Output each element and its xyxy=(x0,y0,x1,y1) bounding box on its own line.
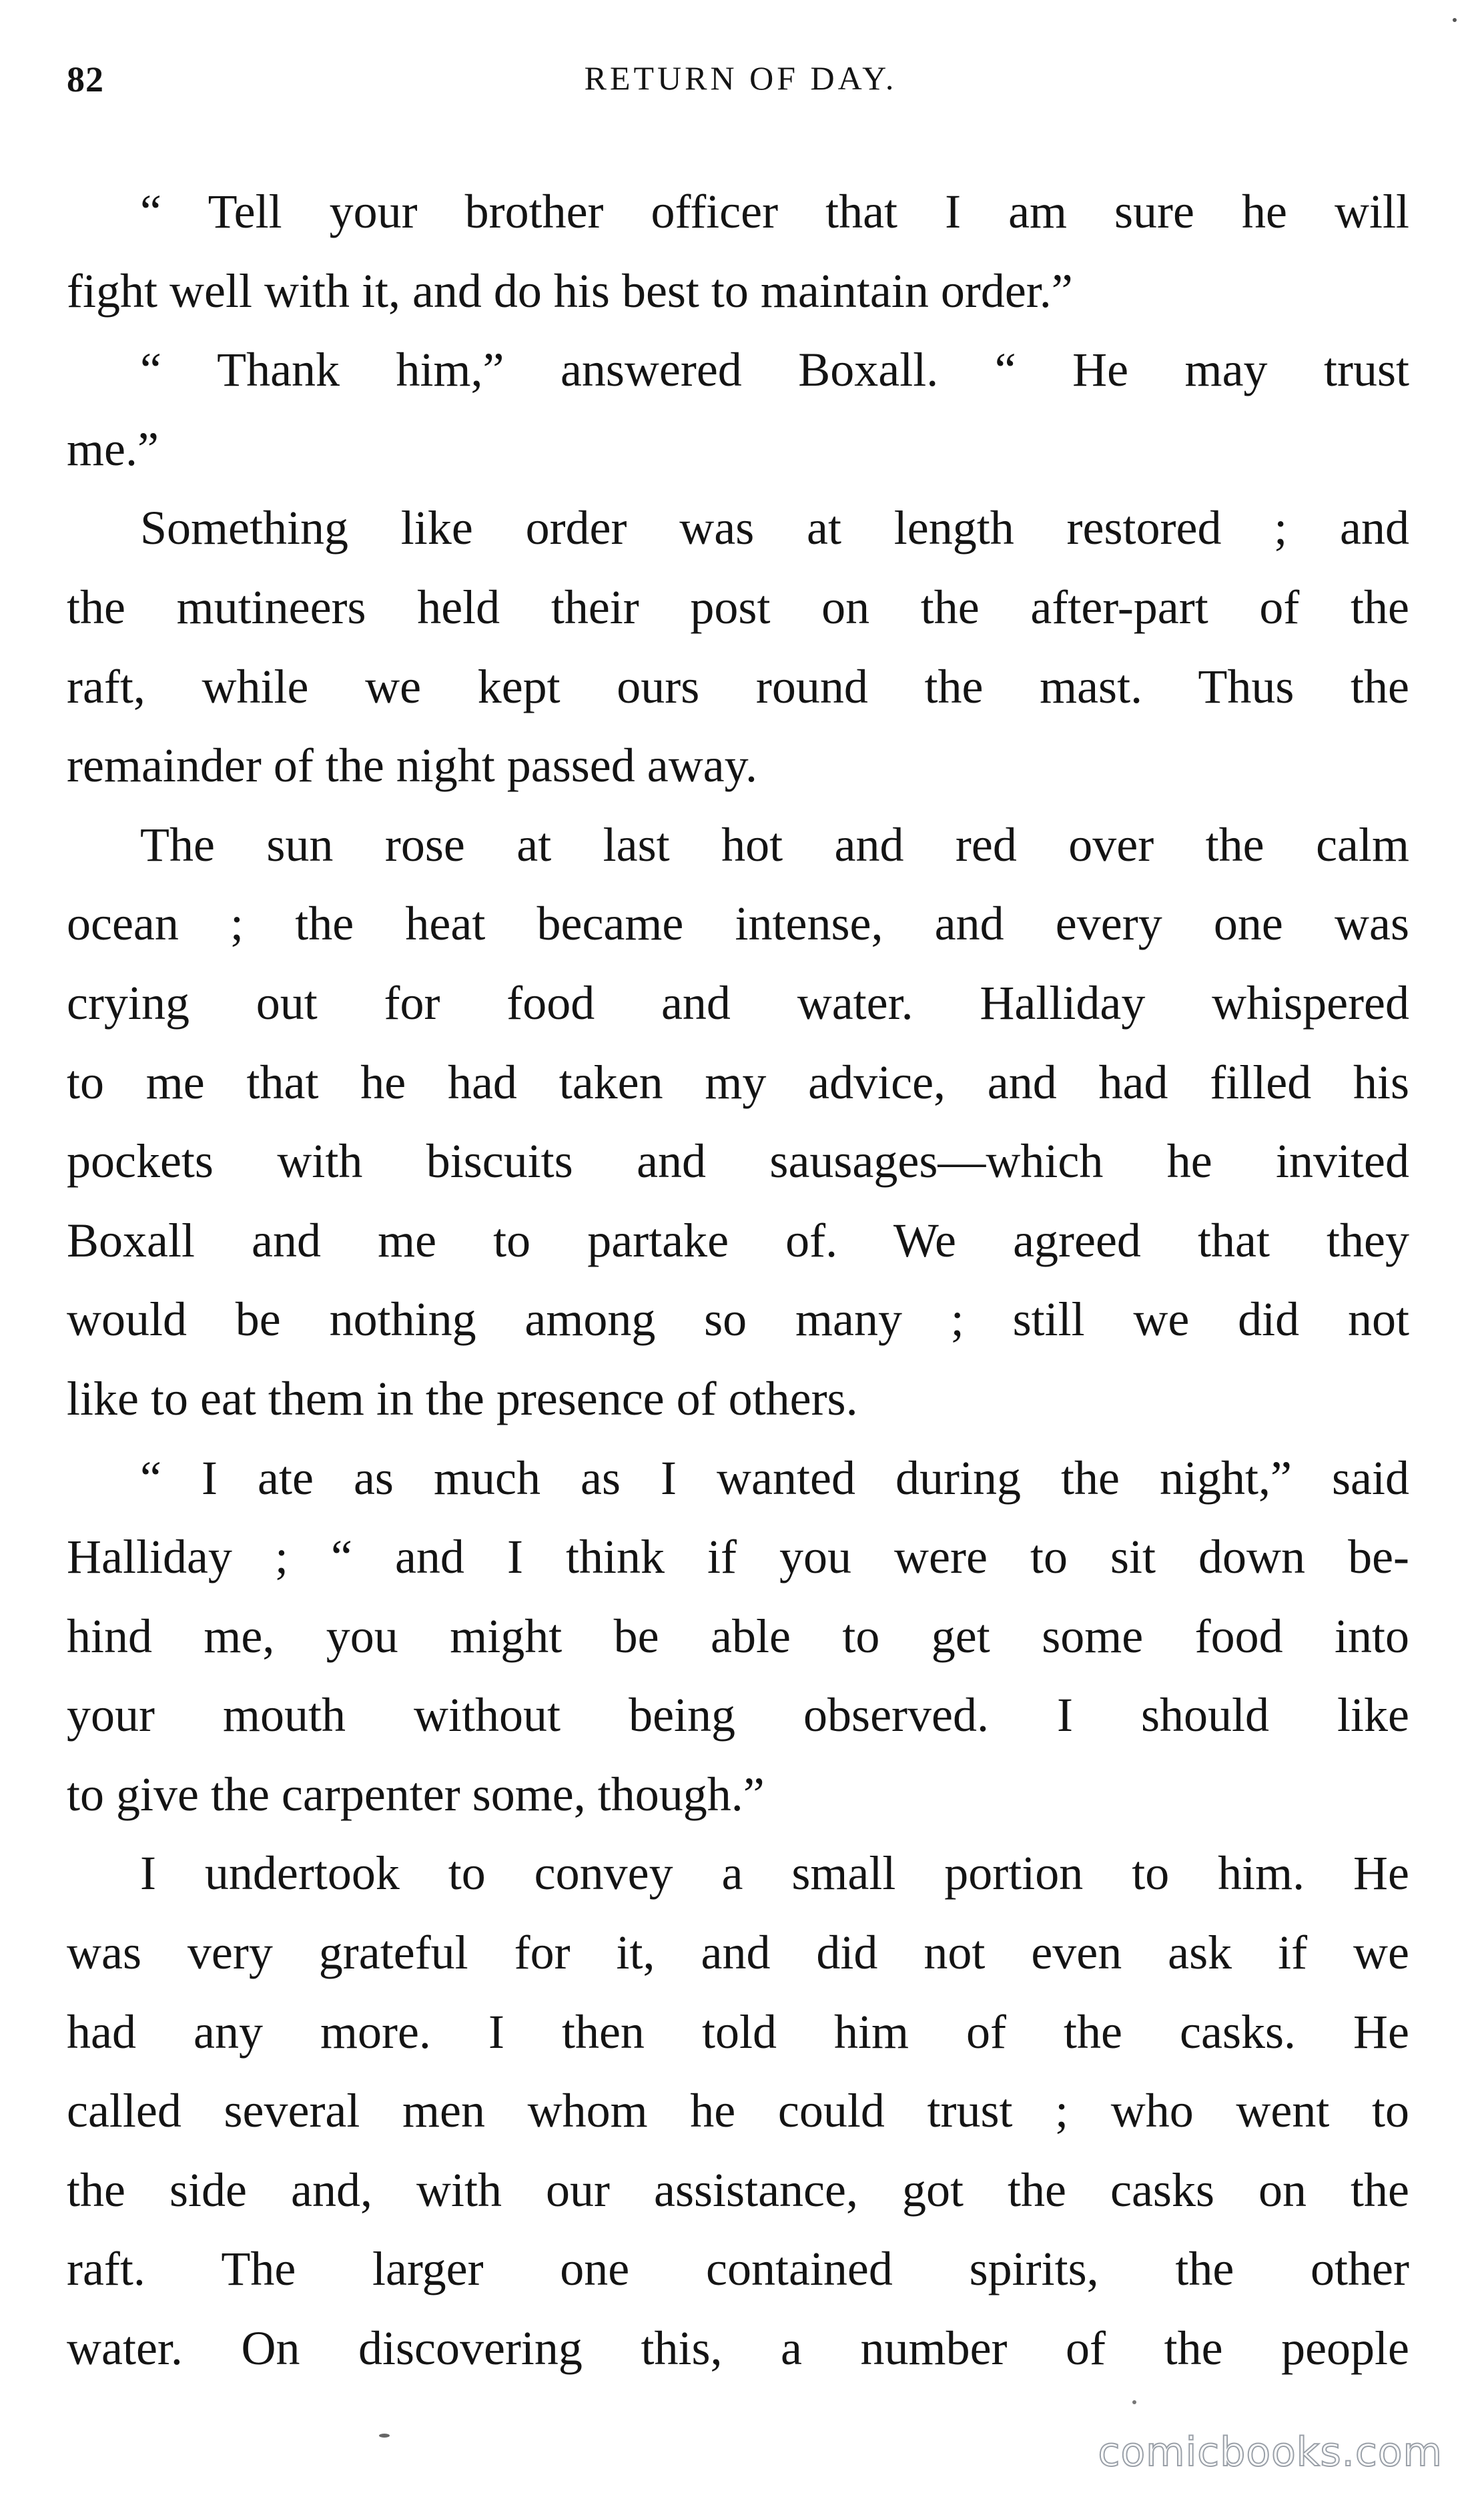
text-line: I undertook to convey a small portion to him. He xyxy=(140,1846,1409,1900)
running-head xyxy=(67,59,1415,105)
text-line: to me that he had taken my advice, and had filled his xyxy=(67,1055,1409,1109)
text-line: remainder of the night passed away. xyxy=(67,739,757,793)
text-line: “ Tell your brother officer that I am sure he will xyxy=(140,185,1409,238)
text-line: raft, while we kept ours round the mast. Thus the xyxy=(67,659,1409,713)
text-line: The sun rose at last hot and red over the calm xyxy=(140,817,1409,871)
text-line: to give the carpenter some, though.” xyxy=(67,1767,765,1821)
text-line: Halliday ; “ and I think if you were to sit down be- xyxy=(67,1530,1409,1584)
text-line: raft. The larger one contained spirits, the other xyxy=(67,2242,1409,2296)
page-number: 82 xyxy=(67,59,104,99)
text-line: your mouth without being observed. I should like xyxy=(67,1688,1409,1742)
body-text xyxy=(67,172,1409,2388)
text-line: hind me, you might be able to get some food into xyxy=(67,1609,1409,1663)
text-line: Something like order was at length restored ; and xyxy=(140,501,1409,555)
text-line: the mutineers held their post on the after-part of the xyxy=(67,580,1409,634)
text-line: was very grateful for it, and did not even ask if we xyxy=(67,1926,1409,1980)
watermark-logo: comicbooks.com xyxy=(1098,2429,1443,2476)
text-line: pockets with biscuits and sausages—which he invited xyxy=(67,1134,1409,1188)
paper-speck xyxy=(379,2434,390,2438)
text-line: “ Thank him,” answered Boxall. “ He may trust xyxy=(140,343,1409,397)
text-line: had any more. I then told him of the casks. He xyxy=(67,2005,1409,2059)
text-line: the side and, with our assistance, got the casks on the xyxy=(67,2163,1409,2217)
paper-speck xyxy=(1453,18,1457,22)
text-line: Boxall and me to partake of. We agreed that they xyxy=(67,1213,1409,1267)
text-line: fight well with it, and do his best to maintain order.” xyxy=(67,264,1073,318)
paper-speck xyxy=(1132,2400,1136,2404)
text-line: “ I ate as much as I wanted during the night,” said xyxy=(140,1451,1409,1505)
text-line: me.” xyxy=(67,422,159,476)
text-line: crying out for food and water. Halliday whispered xyxy=(67,976,1409,1030)
text-line: ocean ; the heat became intense, and every one was xyxy=(67,897,1409,951)
text-line: water. On discovering this, a number of the people xyxy=(67,2321,1409,2376)
text-line: would be nothing among so many ; still we did not xyxy=(67,1293,1409,1347)
text-line: like to eat them in the presence of others. xyxy=(67,1371,858,1425)
running-title: RETURN OF DAY. xyxy=(584,59,897,97)
text-line: called several men whom he could trust ; who went to xyxy=(67,2084,1409,2138)
